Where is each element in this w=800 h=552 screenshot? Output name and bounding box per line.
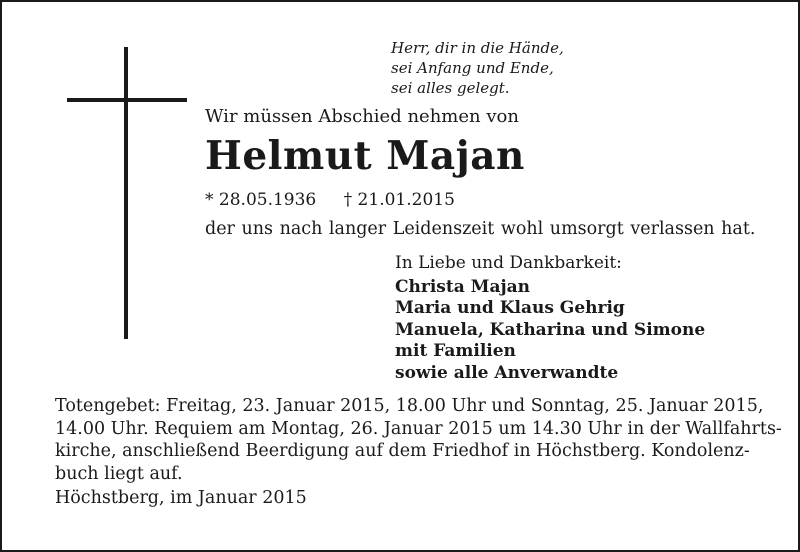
details-line: 14.00 Uhr. Requiem am Montag, 26. Januar 2015 um 14.30 Uhr in der Wallfahrts- — [55, 418, 782, 439]
details-line: kirche, anschließend Beerdigung auf dem Friedhof in Höchstberg. Kondolenz- — [55, 441, 750, 461]
mourners-intro: In Liebe und Dankbarkeit: — [395, 253, 622, 273]
mourners-block — [395, 253, 705, 384]
verse-line: Herr, dir in die Hände, — [391, 39, 564, 57]
verse-line: sei alles gelegt. — [391, 79, 510, 97]
cross-icon-vertical — [124, 47, 128, 339]
mourner-name: sowie alle Anverwandte — [395, 362, 619, 383]
place-date: Höchstberg, im Januar 2015 — [55, 488, 307, 508]
deceased-name: Helmut Majan — [205, 133, 525, 179]
life-dates — [205, 190, 455, 210]
farewell-intro: Wir müssen Abschied nehmen von — [205, 106, 519, 127]
death-date: † 21.01.2015 — [343, 190, 455, 210]
service-details — [55, 395, 782, 485]
verse — [391, 38, 564, 98]
mourner-name: Christa Majan — [395, 276, 531, 297]
mourner-name: mit Familien — [395, 341, 516, 361]
passing-note: der uns nach langer Leidenszeit wohl umsorgt verlassen hat. — [205, 219, 756, 239]
cross-icon-horizontal — [67, 98, 187, 102]
details-line: buch liegt auf. — [55, 463, 183, 484]
details-line: Totengebet: Freitag, 23. Januar 2015, 18.00 Uhr und Sonntag, 25. Januar 2015, — [55, 396, 764, 416]
mourner-name: Maria und Klaus Gehrig — [395, 298, 625, 318]
birth-date: * 28.05.1936 — [205, 190, 317, 210]
verse-line: sei Anfang und Ende, — [391, 59, 554, 77]
mourner-name: Manuela, Katharina und Simone — [395, 319, 706, 340]
